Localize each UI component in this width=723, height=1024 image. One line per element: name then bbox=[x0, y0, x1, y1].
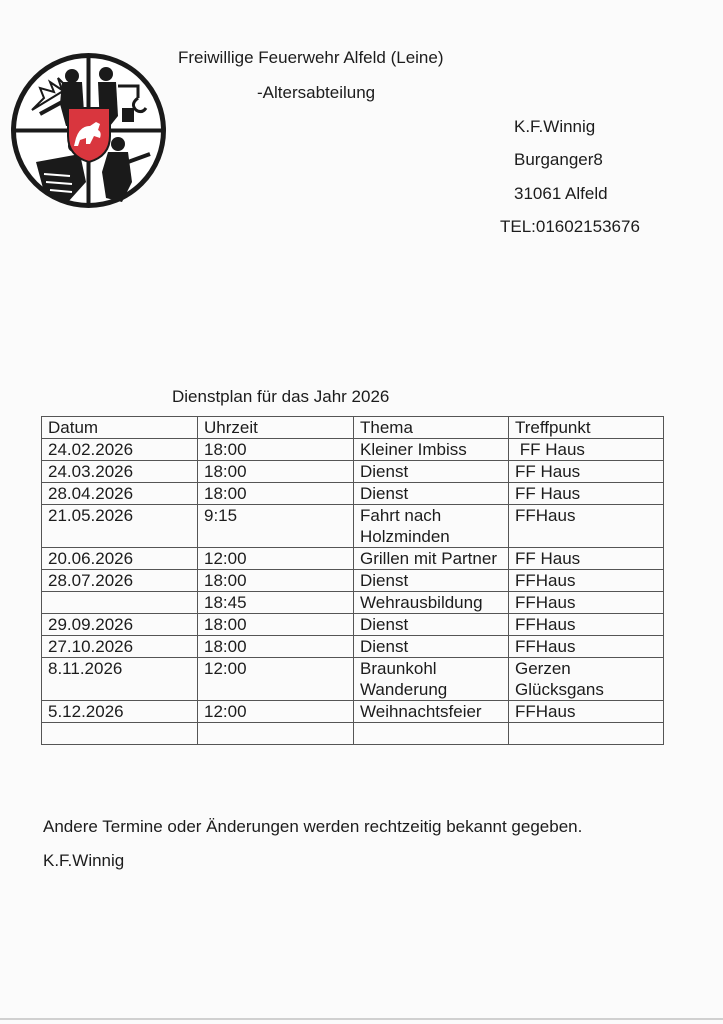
organization-name: Freiwillige Feuerwehr Alfeld (Leine) bbox=[178, 48, 444, 67]
cell-meeting-point: FFHaus bbox=[509, 614, 664, 636]
column-header-time: Uhrzeit bbox=[198, 417, 354, 439]
cell-time: 9:15 bbox=[198, 505, 354, 548]
cell-time bbox=[198, 723, 354, 745]
cell-time: 18:00 bbox=[198, 614, 354, 636]
table-row bbox=[42, 614, 664, 636]
cell-topic: Weihnachtsfeier bbox=[354, 701, 509, 723]
cell-topic: Dienst bbox=[354, 570, 509, 592]
column-header-meeting-point: Treffpunkt bbox=[509, 417, 664, 439]
cell-topic: Fahrt nach Holzminden bbox=[354, 505, 509, 548]
contact-city: 31061 Alfeld bbox=[514, 184, 608, 203]
cell-time: 18:00 bbox=[198, 461, 354, 483]
table-row bbox=[42, 483, 664, 505]
table-row bbox=[42, 701, 664, 723]
cell-date: 20.06.2026 bbox=[42, 548, 198, 570]
table-row bbox=[42, 505, 664, 548]
footer-signature: K.F.Winnig bbox=[43, 851, 125, 870]
cell-date: 8.11.2026 bbox=[42, 658, 198, 701]
cell-meeting-point: FFHaus bbox=[509, 636, 664, 658]
cell-topic: Dienst bbox=[354, 614, 509, 636]
cell-meeting-point: FFHaus bbox=[509, 592, 664, 614]
column-header-topic: Thema bbox=[354, 417, 509, 439]
cell-topic: Dienst bbox=[354, 636, 509, 658]
table-row bbox=[42, 548, 664, 570]
cell-date: 21.05.2026 bbox=[42, 505, 198, 548]
cell-topic: Dienst bbox=[354, 483, 509, 505]
contact-street: Burganger8 bbox=[514, 150, 603, 169]
cell-date: 24.03.2026 bbox=[42, 461, 198, 483]
table-row bbox=[42, 636, 664, 658]
cell-time: 12:00 bbox=[198, 658, 354, 701]
cell-date: 29.09.2026 bbox=[42, 614, 198, 636]
department-name: -Altersabteilung bbox=[257, 83, 376, 102]
cell-meeting-point bbox=[509, 723, 664, 745]
cell-date: 27.10.2026 bbox=[42, 636, 198, 658]
cell-date bbox=[42, 723, 198, 745]
cell-meeting-point: FF Haus bbox=[509, 548, 664, 570]
table-row bbox=[42, 439, 664, 461]
cell-meeting-point: FF Haus bbox=[509, 439, 664, 461]
cell-topic: Wehrausbildung bbox=[354, 592, 509, 614]
cell-meeting-point: FF Haus bbox=[509, 483, 664, 505]
contact-phone: TEL:01602153676 bbox=[500, 217, 640, 236]
cell-topic: Kleiner Imbiss bbox=[354, 439, 509, 461]
scan-edge-divider bbox=[0, 1018, 723, 1020]
schedule-table bbox=[41, 416, 664, 745]
fire-brigade-emblem-icon bbox=[10, 52, 167, 209]
cell-time: 18:00 bbox=[198, 636, 354, 658]
cell-meeting-point: FFHaus bbox=[509, 505, 664, 548]
cell-date bbox=[42, 592, 198, 614]
cell-meeting-point: FF Haus bbox=[509, 461, 664, 483]
table-row bbox=[42, 461, 664, 483]
cell-time: 18:00 bbox=[198, 483, 354, 505]
table-row bbox=[42, 723, 664, 745]
table-row bbox=[42, 570, 664, 592]
cell-date: 28.04.2026 bbox=[42, 483, 198, 505]
cell-date: 5.12.2026 bbox=[42, 701, 198, 723]
contact-name: K.F.Winnig bbox=[514, 117, 596, 136]
cell-topic bbox=[354, 723, 509, 745]
table-row bbox=[42, 592, 664, 614]
cell-meeting-point: FFHaus bbox=[509, 701, 664, 723]
cell-date: 28.07.2026 bbox=[42, 570, 198, 592]
cell-topic: Grillen mit Partner bbox=[354, 548, 509, 570]
plan-title: Dienstplan für das Jahr 2026 bbox=[172, 387, 390, 406]
column-header-date: Datum bbox=[42, 417, 198, 439]
cell-topic: Braunkohl Wanderung bbox=[354, 658, 509, 701]
cell-topic: Dienst bbox=[354, 461, 509, 483]
cell-time: 18:45 bbox=[198, 592, 354, 614]
cell-time: 12:00 bbox=[198, 701, 354, 723]
cell-time: 18:00 bbox=[198, 570, 354, 592]
cell-time: 12:00 bbox=[198, 548, 354, 570]
cell-meeting-point: FFHaus bbox=[509, 570, 664, 592]
footer-note: Andere Termine oder Änderungen werden rechtzeitig bekannt gegeben. bbox=[43, 817, 583, 836]
letterhead-logo bbox=[10, 52, 167, 209]
table-row bbox=[42, 658, 664, 701]
table-header-row bbox=[42, 417, 664, 439]
cell-time: 18:00 bbox=[198, 439, 354, 461]
cell-date: 24.02.2026 bbox=[42, 439, 198, 461]
cell-meeting-point: Gerzen Glücksgans bbox=[509, 658, 664, 701]
